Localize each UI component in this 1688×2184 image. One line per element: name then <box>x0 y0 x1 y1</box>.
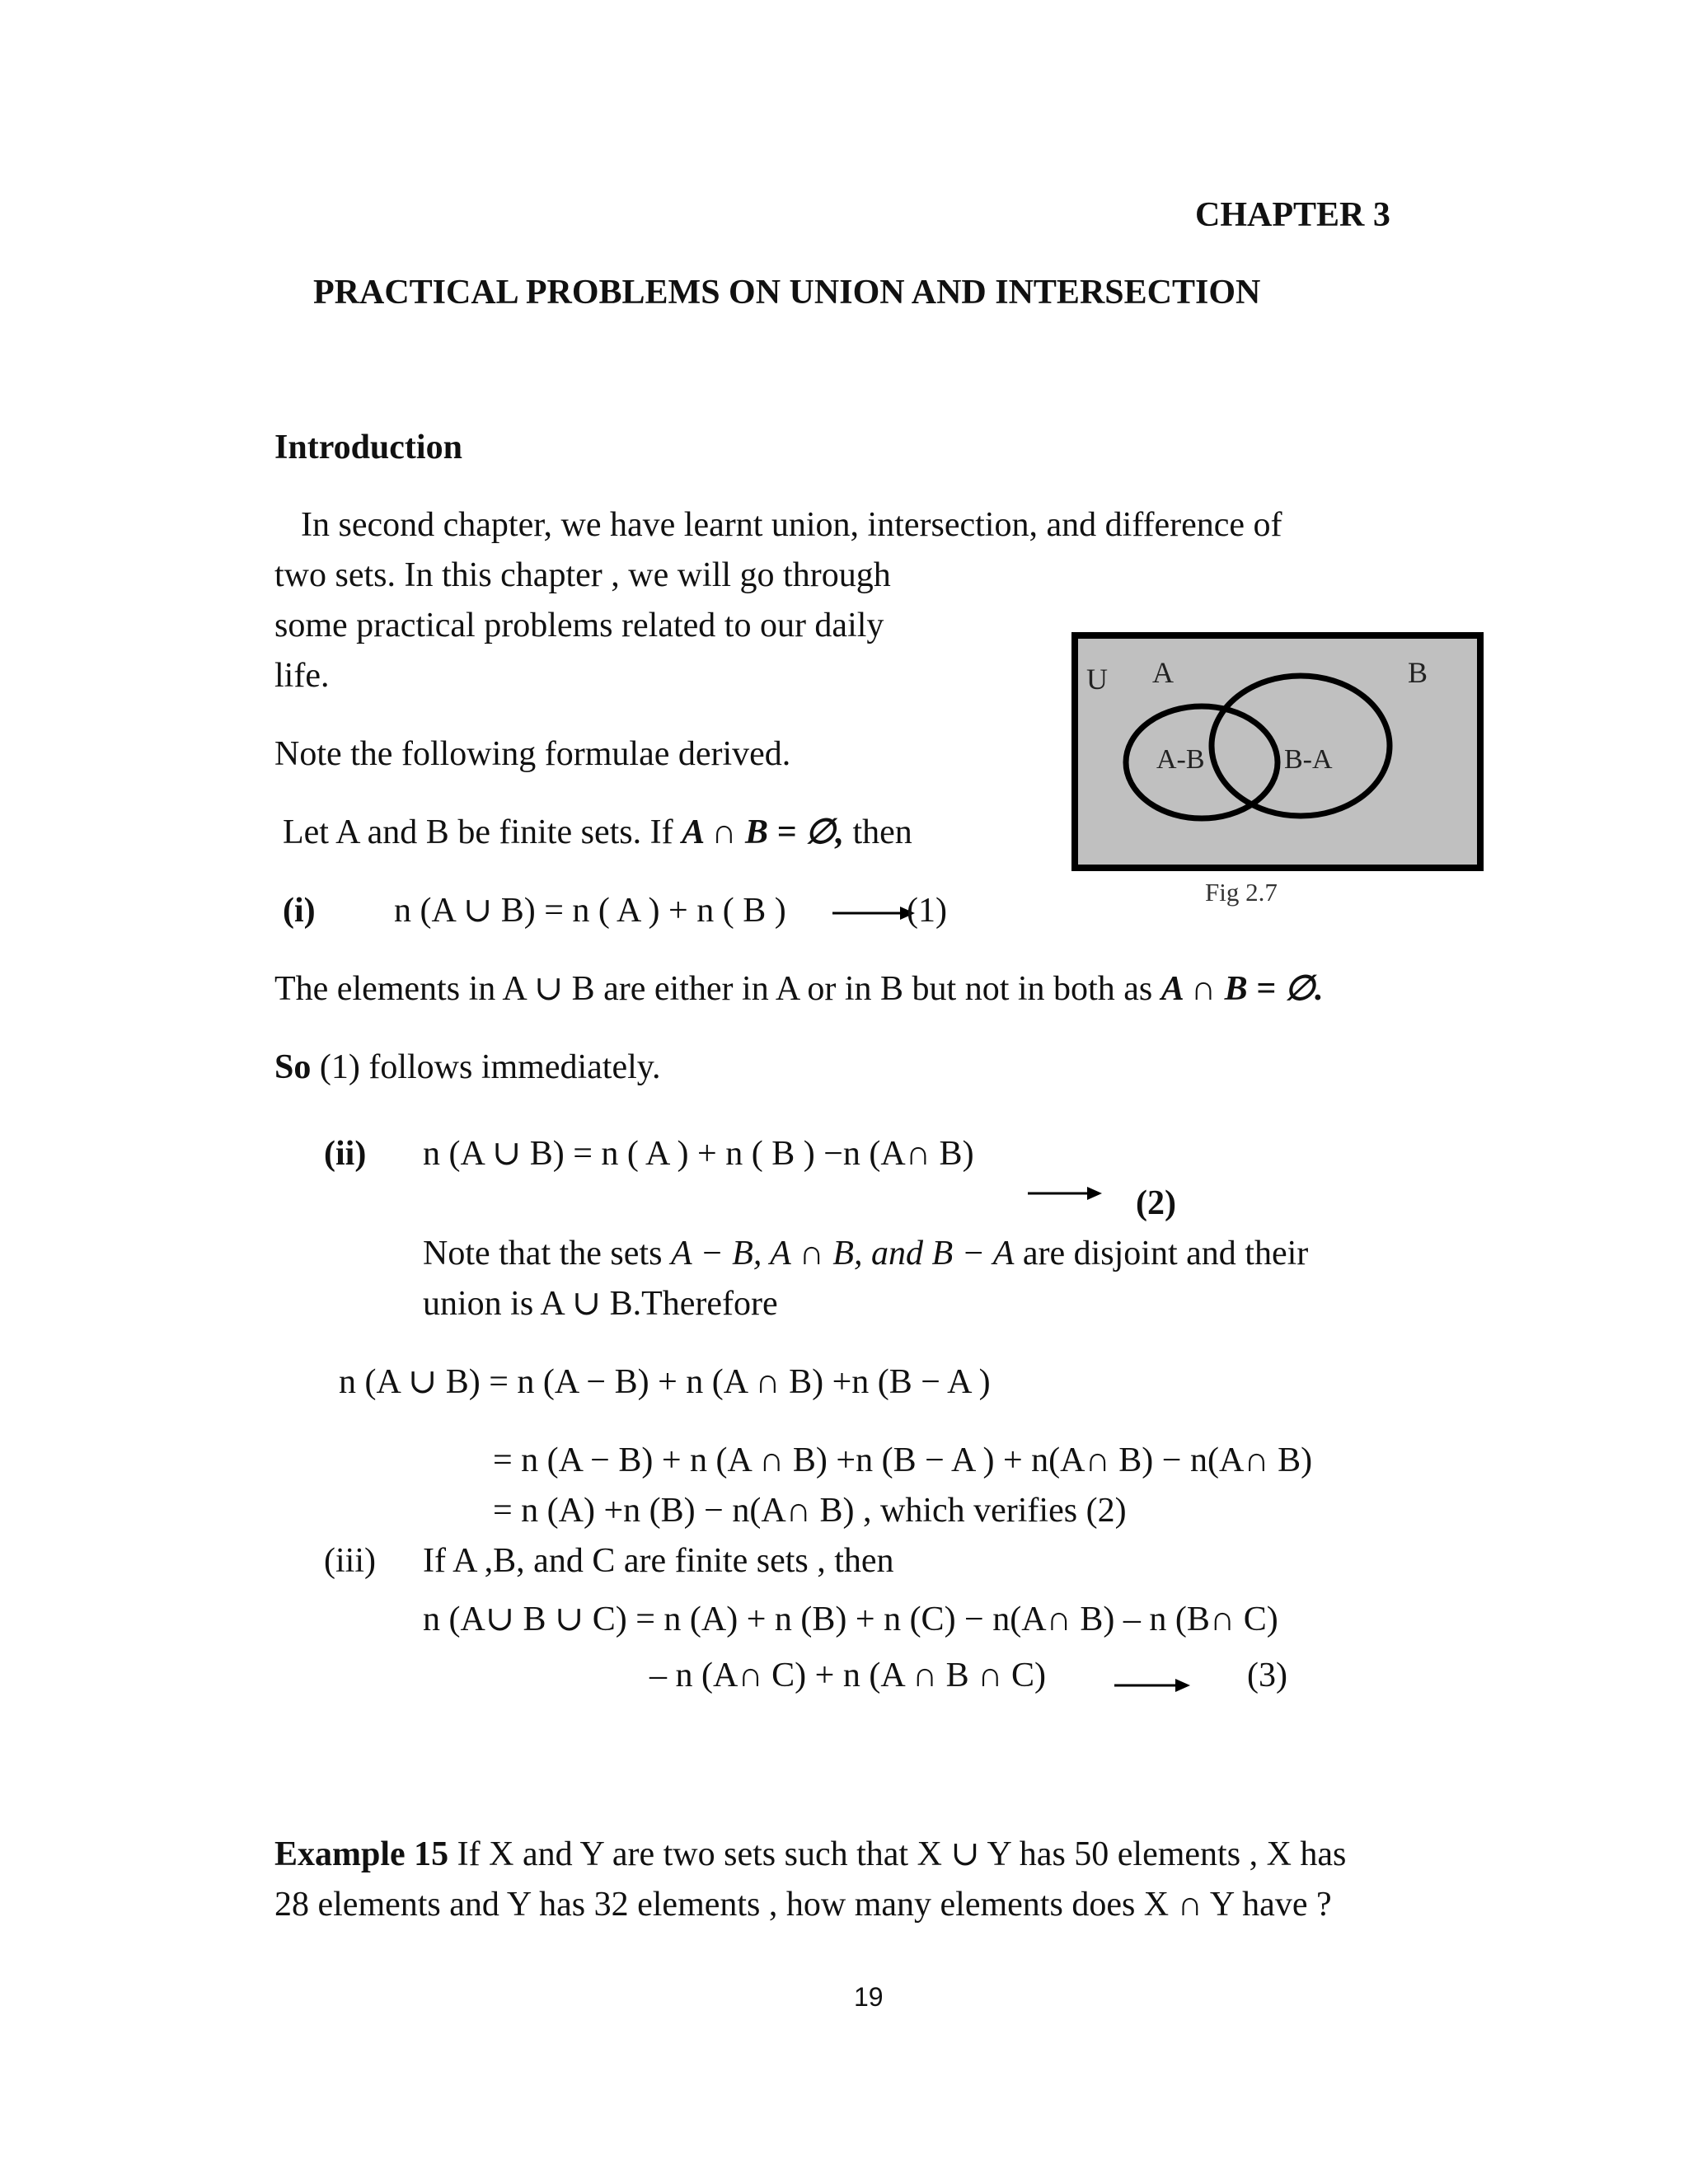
figure-caption: Fig 2.7 <box>1205 878 1278 907</box>
arrow-right-icon <box>1028 1184 1102 1202</box>
formula-1-explanation: The elements in A ∪ B are either in A or in B but not in both as A ∩ B = ∅. <box>274 970 1324 1008</box>
arrow-right-icon <box>1114 1676 1190 1694</box>
universal-set-label: U <box>1086 663 1108 696</box>
example-15-line-2: 28 elements and Y has 32 elements , how many elements does X ∩ Y have ? <box>274 1886 1332 1924</box>
intro-line-2: two sets. In this chapter , we will go through <box>274 556 891 594</box>
region-b-minus-a: B-A <box>1284 744 1333 775</box>
formula-2-note-line-2: union is A ∪ B.Therefore <box>423 1285 778 1323</box>
intro-line-1: In second chapter, we have learnt union, intersection, and difference of <box>301 506 1282 544</box>
formula-1-tag: (1) <box>907 892 947 930</box>
formula-3-line-1: n (A∪ B ∪ C) = n (A) + n (B) + n (C) − n(A∩ B) – n (B∩ C) <box>423 1601 1278 1638</box>
chapter-title: PRACTICAL PROBLEMS ON UNION AND INTERSECTION <box>313 274 1261 312</box>
intro-heading: Introduction <box>274 429 462 466</box>
formula-2-note: Note that the sets A − B, A ∩ B, and B − A are disjoint and their <box>423 1235 1309 1272</box>
formula-3-condition: If A ,B, and C are finite sets , then <box>423 1542 894 1580</box>
proof-line-2: = n (A − B) + n (A ∩ B) +n (B − A ) + n(A∩ B) − n(A∩ B) <box>493 1441 1313 1479</box>
formula-1-conclusion: So (1) follows immediately. <box>274 1048 661 1086</box>
page-number: 19 <box>854 1982 884 2012</box>
formula-3-line-2: – n (A∩ C) + n (A ∩ B ∩ C) <box>649 1657 1047 1694</box>
venn-diagram <box>1071 632 1484 871</box>
formula-3-tag: (3) <box>1247 1657 1287 1694</box>
intro-line-3: some practical problems related to our daily <box>274 607 884 644</box>
formula-3-label: (iii) <box>324 1542 376 1580</box>
example-15-line-1: Example 15 If X and Y are two sets such that X ∪ Y has 50 elements , X has <box>274 1835 1347 1873</box>
proof-line-3: = n (A) +n (B) − n(A∩ B) , which verifies (2) <box>493 1492 1127 1530</box>
region-a-minus-b: A-B <box>1156 744 1205 775</box>
proof-line-1: n (A ∪ B) = n (A − B) + n (A ∩ B) +n (B − A ) <box>339 1363 991 1401</box>
arrow-right-icon <box>832 904 915 922</box>
formula-1-expression: n (A ∪ B) = n ( A ) + n ( B ) <box>394 892 786 930</box>
let-statement: Let A and B be finite sets. If A ∩ B = ∅, then <box>283 813 912 851</box>
intro-line-4: life. <box>274 657 330 695</box>
intro-note: Note the following formulae derived. <box>274 735 791 773</box>
formula-2-expression: n (A ∪ B) = n ( A ) + n ( B ) −n (A∩ B) <box>423 1135 974 1173</box>
set-b-label: B <box>1408 656 1428 689</box>
formula-2-tag: (2) <box>1136 1184 1176 1222</box>
formula-2-label: (ii) <box>324 1135 367 1173</box>
formula-1-label: (i) <box>283 892 316 930</box>
set-a-label: A <box>1152 656 1174 689</box>
chapter-number: CHAPTER 3 <box>1195 196 1390 234</box>
